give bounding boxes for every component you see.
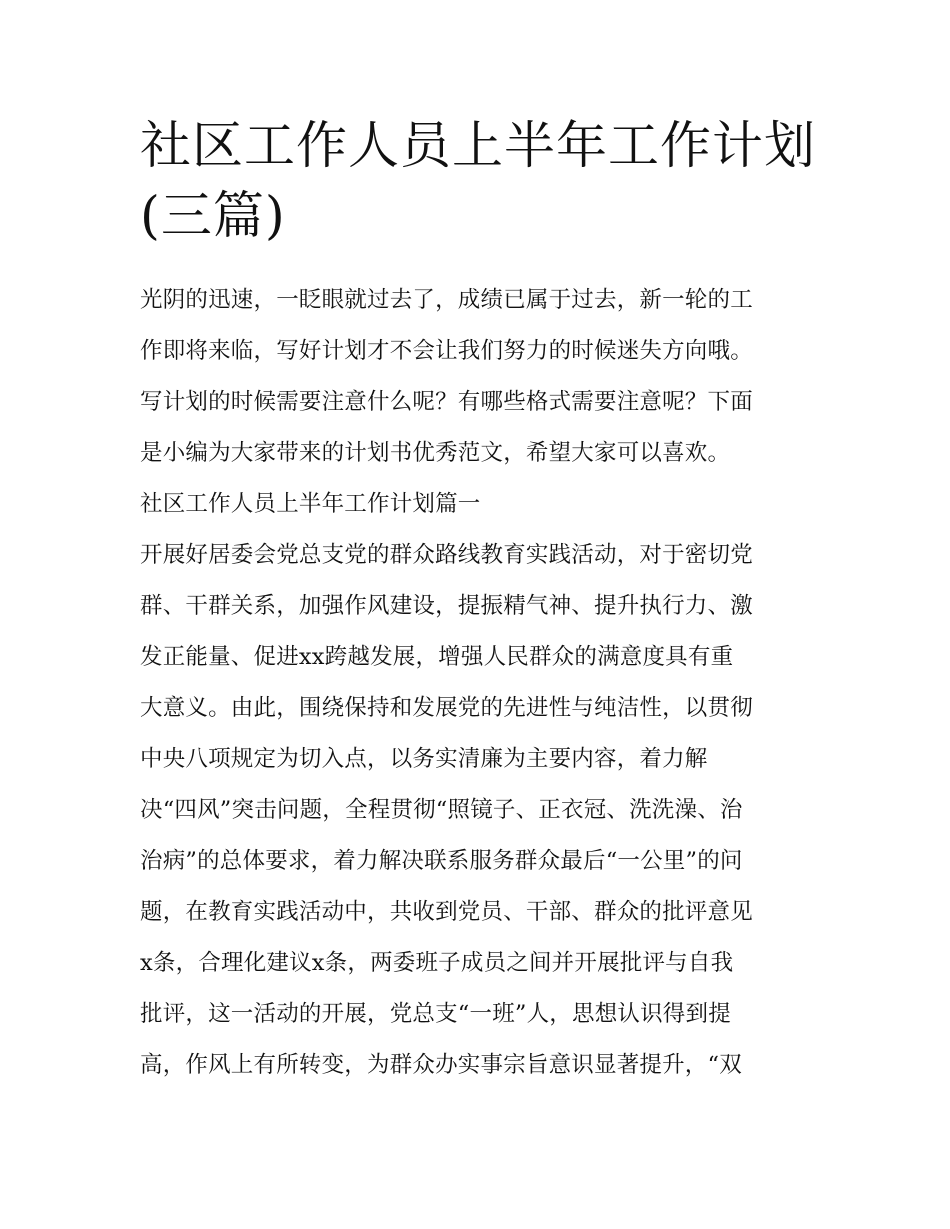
- body-line: 决“四风”突击问题，全程贯彻“照镜子、正衣冠、洗洗澡、治: [140, 797, 743, 823]
- body-line: 中央八项规定为切入点，以务实清廉为主要内容，着力解: [140, 746, 708, 772]
- section-heading: 社区工作人员上半年工作计划篇一: [140, 491, 481, 517]
- body-line: 题，在教育实践活动中，共收到党员、干部、群众的批评意见: [140, 899, 753, 925]
- body-line: 批评，这一活动的开展，党总支“一班”人，思想认识得到提: [140, 1001, 731, 1027]
- body-line: 治病”的总体要求，着力解决联系服务群众最后“一公里”的问: [140, 848, 743, 874]
- title-line: 社区工作人员上半年工作计划: [140, 117, 817, 176]
- body-line: 作即将来临，写好计划才不会让我们努力的时候迷失方向哦。: [140, 338, 753, 364]
- body-line: 是小编为大家带来的计划书优秀范文，希望大家可以喜欢。: [140, 440, 731, 466]
- body-line: 光阴的迅速，一眨眼就过去了，成绩已属于过去，新一轮的工: [140, 287, 753, 313]
- body-line: 高，作风上有所转变，为群众办实事宗旨意识显著提升，“双: [140, 1052, 742, 1078]
- body-line: 发正能量、促进xx跨越发展，增强人民群众的满意度具有重: [140, 644, 734, 670]
- body-line: 群、干群关系，加强作风建设，提振精气神、提升执行力、激: [140, 593, 753, 619]
- document-title: [140, 112, 840, 252]
- body-line: 开展好居委会党总支党的群众路线教育实践活动，对于密切党: [140, 542, 753, 568]
- title-line: (三篇): [140, 187, 286, 246]
- document-body: [140, 275, 830, 1091]
- body-line: x条，合理化建议x条，两委班子成员之间并开展批评与自我: [140, 950, 734, 976]
- body-line: 大意义。由此，围绕保持和发展党的先进性与纯洁性，以贯彻: [140, 695, 753, 721]
- body-line: 写计划的时候需要注意什么呢？有哪些格式需要注意呢？下面: [140, 389, 753, 415]
